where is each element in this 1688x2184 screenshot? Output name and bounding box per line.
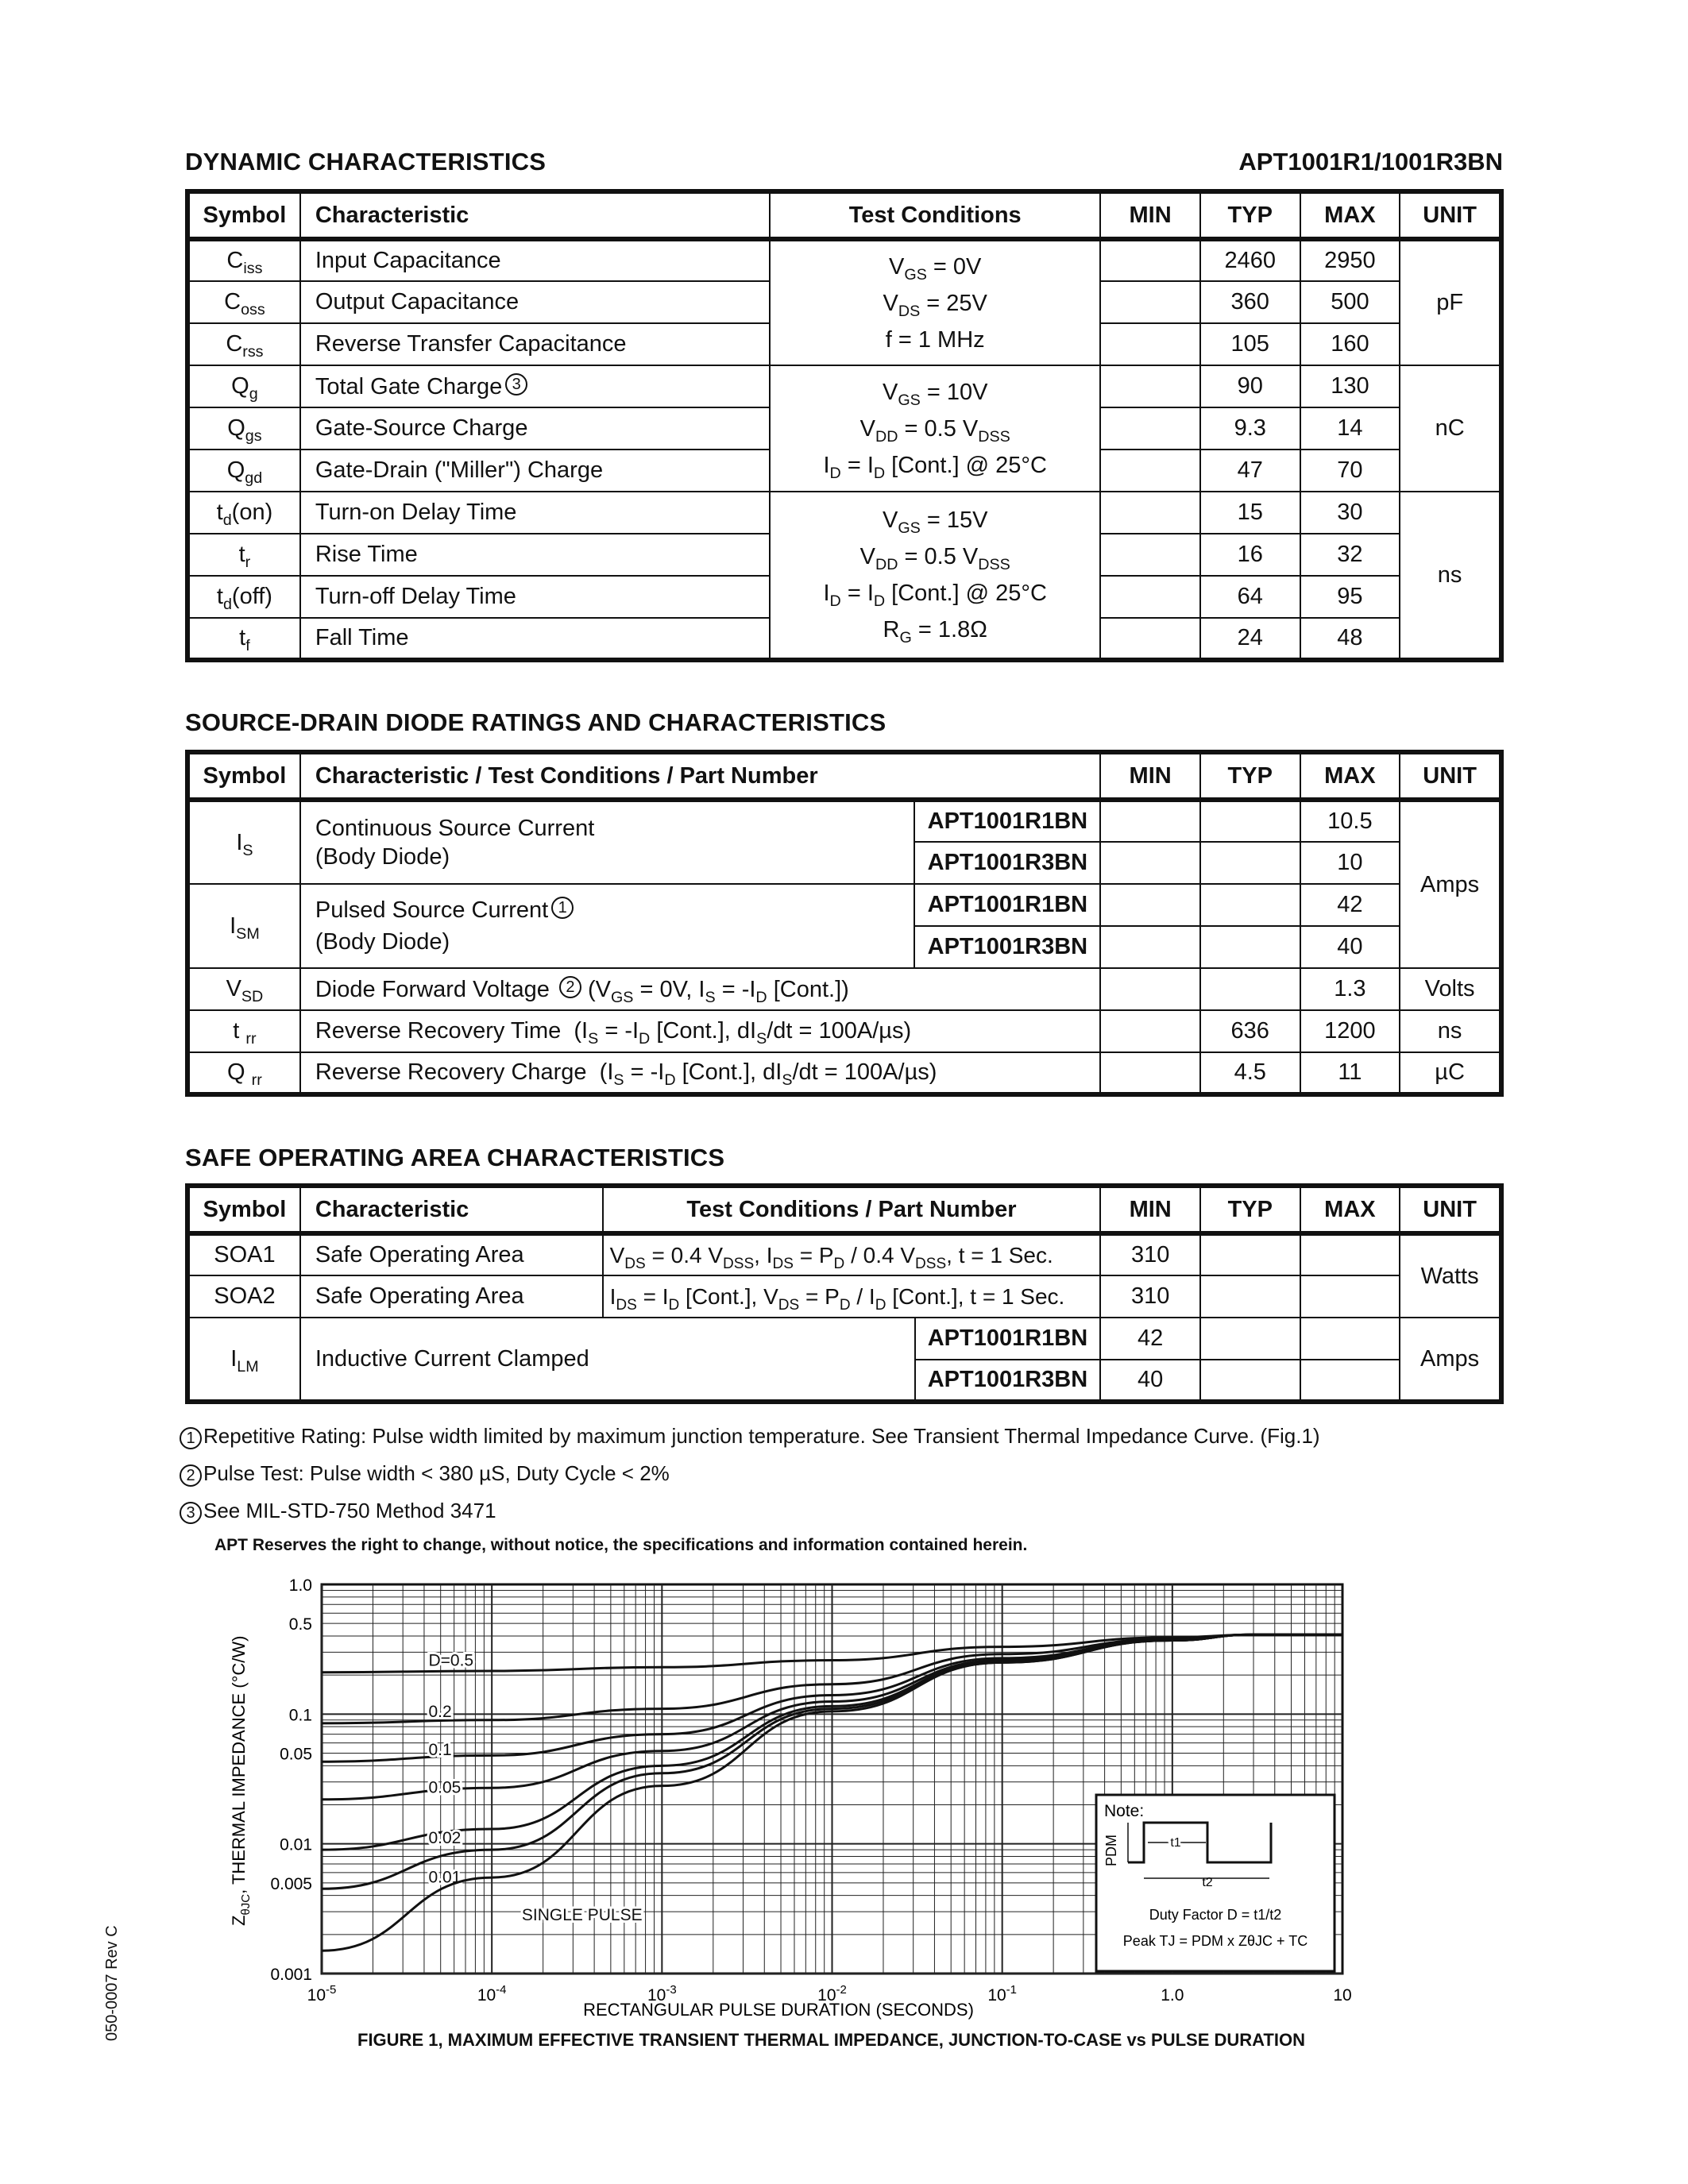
- table-row: [187, 884, 1501, 926]
- symbol-cell: $t_d(off)$: [187, 576, 300, 618]
- disclaimer: APT Reserves the right to change, without notice, the specifications and information contained herein.: [214, 1536, 1028, 1554]
- table-row: [187, 968, 1501, 1010]
- y-tick-label: 0.001: [270, 1966, 312, 1984]
- unit-cell: pF: [1400, 239, 1501, 365]
- max-cell: 10.5: [1300, 800, 1400, 842]
- typ-cell: 9.3: [1200, 407, 1300, 450]
- typ-cell: [1200, 926, 1300, 968]
- min-cell: [1100, 492, 1200, 534]
- x-tick-label: $10^{-1}$: [987, 1983, 1018, 2005]
- y-tick-labels: [270, 1576, 312, 1984]
- max-cell: 32: [1300, 534, 1400, 576]
- typ-cell: [1200, 842, 1300, 884]
- note-pdm: PDM: [1103, 1835, 1119, 1866]
- x-tick-label: $10^{-2}$: [817, 1983, 847, 2005]
- typ-cell: [1200, 1318, 1300, 1360]
- col-header: Symbol: [187, 752, 300, 800]
- table-header-row: [187, 1186, 1501, 1233]
- symbol-cell: SOA2: [187, 1275, 300, 1318]
- series-label: D=0.5: [428, 1651, 474, 1670]
- symbol-cell: $t_f$: [187, 618, 300, 660]
- typ-cell: 16: [1200, 534, 1300, 576]
- part-number-cell: APT1001R1BN: [914, 800, 1100, 842]
- series-label: 0.02: [428, 1829, 462, 1848]
- footnote-1: [180, 1424, 1320, 1449]
- characteristic-cell: Fall Time: [300, 618, 770, 660]
- table-row: [187, 365, 1501, 407]
- unit-cell: Volts: [1400, 968, 1501, 1010]
- table-row: [187, 1275, 1501, 1318]
- test-conditions-cell: $V_{DS} = 0.4$ $V_{DSS}$, $I_{DS} = P_D / 0.4$ $V_{DSS}$, t = 1 Sec.: [603, 1233, 1101, 1275]
- typ-cell: 24: [1200, 618, 1300, 660]
- max-cell: 130: [1300, 365, 1400, 407]
- note-box: [1096, 1795, 1335, 1971]
- max-cell: 95: [1300, 576, 1400, 618]
- footnote-1-number: 1: [180, 1427, 202, 1449]
- characteristic-cell: Diode Forward Voltage 2 ($V_{GS} = 0V$, $I_S = -I_D$ [Cont.]): [300, 968, 1100, 1010]
- min-cell: [1100, 1010, 1200, 1052]
- typ-cell: 636: [1200, 1010, 1300, 1052]
- min-cell: [1100, 618, 1200, 660]
- footnote-3: [180, 1499, 496, 1524]
- typ-cell: [1200, 1360, 1300, 1402]
- y-tick-label: 0.5: [288, 1615, 312, 1634]
- characteristic-cell: [300, 800, 915, 884]
- min-cell: [1100, 323, 1200, 365]
- symbol-cell: $Q_g$: [187, 365, 300, 407]
- max-cell: 500: [1300, 281, 1400, 323]
- col-header: Test Conditions: [770, 191, 1100, 239]
- part-number-header: APT1001R1/1001R3BN: [1238, 148, 1503, 176]
- max-cell: 2950: [1300, 239, 1400, 281]
- y-tick-label: 0.01: [280, 1835, 312, 1854]
- characteristic-cell: Output Capacitance: [300, 281, 770, 323]
- symbol-cell: Q $_{rr}$: [187, 1052, 300, 1094]
- y-tick-label: 0.1: [288, 1706, 312, 1725]
- table-row: [187, 239, 1501, 281]
- note-title: Note:: [1104, 1802, 1145, 1820]
- typ-cell: 360: [1200, 281, 1300, 323]
- note-peak: Peak TJ = PDM x ZθJC + TC: [1122, 1933, 1308, 1949]
- symbol-cell: $I_{SM}$: [187, 884, 300, 968]
- typ-cell: [1200, 1233, 1300, 1275]
- footnote-2: [180, 1461, 670, 1487]
- col-header: Characteristic: [300, 191, 770, 239]
- characteristic-cell: Safe Operating Area: [300, 1275, 603, 1318]
- min-cell: 40: [1100, 1360, 1200, 1402]
- min-cell: [1100, 926, 1200, 968]
- max-cell: [1300, 1318, 1400, 1360]
- characteristic-cell: Gate-Drain ("Miller") Charge: [300, 450, 770, 492]
- characteristic-line: (Body Diode): [315, 929, 450, 955]
- characteristic-cell: Turn-on Delay Time: [300, 492, 770, 534]
- series-label: 0.1: [428, 1741, 452, 1760]
- typ-cell: [1200, 884, 1300, 926]
- max-cell: 1200: [1300, 1010, 1400, 1052]
- table-row: [187, 800, 1501, 842]
- characteristic-cell: [300, 365, 770, 407]
- col-header: UNIT: [1400, 1186, 1501, 1233]
- part-number-cell: APT1001R3BN: [914, 926, 1100, 968]
- unit-cell: Amps: [1400, 800, 1501, 968]
- col-header: MAX: [1300, 1186, 1400, 1233]
- min-cell: [1100, 407, 1200, 450]
- test-conditions-cell: $V_{GS} = 0V$ $V_{DS} = 25V$ f = 1 MHz: [770, 239, 1100, 365]
- symbol-cell: $Q_{gd}$: [187, 450, 300, 492]
- soa-section-title: SAFE OPERATING AREA CHARACTERISTICS: [185, 1144, 725, 1171]
- unit-cell: ns: [1400, 492, 1501, 660]
- unit-cell: nC: [1400, 365, 1501, 492]
- min-cell: 42: [1100, 1318, 1200, 1360]
- note-duty: Duty Factor D = t1/t2: [1149, 1907, 1282, 1923]
- symbol-cell: $t_r$: [187, 534, 300, 576]
- min-cell: 310: [1100, 1275, 1200, 1318]
- col-header: MAX: [1300, 752, 1400, 800]
- typ-cell: 90: [1200, 365, 1300, 407]
- col-header: Characteristic / Test Conditions / Part Number: [300, 752, 1100, 800]
- freq-text: f = 1 MHz: [885, 326, 985, 353]
- footnote-2-marker: 2: [559, 976, 581, 998]
- col-header: Test Conditions / Part Number: [603, 1186, 1101, 1233]
- typ-cell: 64: [1200, 576, 1300, 618]
- diode-table: [185, 750, 1504, 1097]
- test-conditions-cell: $V_{GS} = 10V$ $V_{DD} = 0.5$ $V_{DSS}$ $I_D = I_D$ [Cont.] @ 25°C: [770, 365, 1100, 492]
- characteristic-line: (Body Diode): [315, 844, 450, 870]
- min-cell: [1100, 1052, 1200, 1094]
- footnote-3-marker: 3: [505, 373, 527, 396]
- symbol-cell: SOA1: [187, 1233, 300, 1275]
- series-label: 0.01: [428, 1868, 462, 1887]
- min-cell: [1100, 576, 1200, 618]
- max-cell: 70: [1300, 450, 1400, 492]
- series-label: 0.05: [428, 1778, 462, 1797]
- max-cell: 48: [1300, 618, 1400, 660]
- characteristic-cell: Safe Operating Area: [300, 1233, 603, 1275]
- max-cell: 30: [1300, 492, 1400, 534]
- min-cell: [1100, 450, 1200, 492]
- table-row: [187, 1233, 1501, 1275]
- max-cell: 14: [1300, 407, 1400, 450]
- characteristic-text: Total Gate Charge: [315, 373, 503, 399]
- col-header: Symbol: [187, 1186, 300, 1233]
- min-cell: [1100, 365, 1200, 407]
- col-header: TYP: [1200, 1186, 1300, 1233]
- max-cell: 160: [1300, 323, 1400, 365]
- max-cell: [1300, 1360, 1400, 1402]
- table-header-row: [187, 191, 1501, 239]
- y-tick-label: 0.05: [280, 1745, 312, 1764]
- symbol-cell: $Q_{gs}$: [187, 407, 300, 450]
- table-header-row: [187, 752, 1501, 800]
- x-tick-label: 1.0: [1161, 1986, 1184, 2005]
- col-header: Symbol: [187, 191, 300, 239]
- characteristic-line: Pulsed Source Current: [315, 897, 549, 923]
- typ-cell: 105: [1200, 323, 1300, 365]
- col-header: UNIT: [1400, 752, 1501, 800]
- unit-cell: Amps: [1400, 1318, 1501, 1402]
- max-cell: 40: [1300, 926, 1400, 968]
- x-tick-label: $10^{-3}$: [647, 1983, 677, 2005]
- table-row: [187, 492, 1501, 534]
- min-cell: [1100, 281, 1200, 323]
- col-header: TYP: [1200, 191, 1300, 239]
- max-cell: [1300, 1275, 1400, 1318]
- min-cell: [1100, 534, 1200, 576]
- x-axis-label: RECTANGULAR PULSE DURATION (SECONDS): [583, 2000, 974, 2020]
- max-cell: [1300, 1233, 1400, 1275]
- dynamic-table: [185, 189, 1504, 662]
- characteristic-cell: Reverse Recovery Charge ($I_S = -I_D$ [Cont.], $dI_S/dt = 100A/\mu s$): [300, 1052, 1100, 1094]
- characteristic-cell: Inductive Current Clamped: [300, 1318, 915, 1402]
- col-header: UNIT: [1400, 191, 1501, 239]
- footnote-3-number: 3: [180, 1502, 202, 1524]
- min-cell: [1100, 842, 1200, 884]
- min-cell: 310: [1100, 1233, 1200, 1275]
- unit-cell: µC: [1400, 1052, 1501, 1094]
- typ-cell: 2460: [1200, 239, 1300, 281]
- symbol-cell: $V_{SD}$: [187, 968, 300, 1010]
- part-number-cell: APT1001R3BN: [914, 842, 1100, 884]
- symbol-cell: $t_d(on)$: [187, 492, 300, 534]
- typ-cell: 4.5: [1200, 1052, 1300, 1094]
- series-label: 0.2: [428, 1702, 452, 1721]
- characteristic-cell: Rise Time: [300, 534, 770, 576]
- max-cell: 10: [1300, 842, 1400, 884]
- part-number-cell: APT1001R1BN: [915, 1318, 1101, 1360]
- characteristic-line: Continuous Source Current: [315, 816, 595, 841]
- unit-cell: Watts: [1400, 1233, 1501, 1318]
- y-tick-label: 1.0: [288, 1576, 312, 1595]
- y-tick-label: 0.005: [270, 1874, 312, 1893]
- symbol-cell: $I_S$: [187, 800, 300, 884]
- min-cell: [1100, 239, 1200, 281]
- unit-cell: ns: [1400, 1010, 1501, 1052]
- soa-table: [185, 1183, 1504, 1404]
- y-axis-label-text: THERMAL IMPEDANCE (°C/W): [229, 1635, 249, 1885]
- col-header: Characteristic: [300, 1186, 603, 1233]
- footnote-1-marker: 1: [551, 897, 574, 919]
- min-cell: [1100, 884, 1200, 926]
- footnote-text: See MIL-STD-750 Method 3471: [203, 1499, 496, 1522]
- characteristic-cell: Gate-Source Charge: [300, 407, 770, 450]
- footnote-2-number: 2: [180, 1464, 202, 1487]
- typ-cell: [1200, 1275, 1300, 1318]
- characteristic-cell: [300, 884, 915, 968]
- x-tick-label: $10^{-4}$: [477, 1983, 507, 2005]
- symbol-cell: $C_{oss}$: [187, 281, 300, 323]
- min-cell: [1100, 968, 1200, 1010]
- col-header: TYP: [1200, 752, 1300, 800]
- diode-section-title: SOURCE-DRAIN DIODE RATINGS AND CHARACTERISTICS: [185, 708, 886, 736]
- symbol-cell: $C_{rss}$: [187, 323, 300, 365]
- characteristic-cell: Input Capacitance: [300, 239, 770, 281]
- part-number-cell: APT1001R1BN: [914, 884, 1100, 926]
- document-revision: 050-0007 Rev C: [103, 1925, 121, 2041]
- footnote-text: Repetitive Rating: Pulse width limited by maximum junction temperature. See Transient Thermal Impedance Curve. (Fig.1): [203, 1424, 1320, 1448]
- test-conditions-cell: $I_{DS} = I_D$ [Cont.], $V_{DS} = P_D / I_D$ [Cont.], t = 1 Sec.: [603, 1275, 1101, 1318]
- table-row: [187, 1318, 1501, 1360]
- test-conditions-cell: $V_{GS} = 15V$ $V_{DD} = 0.5$ $V_{DSS}$ $I_D = I_D$ [Cont.] @ 25°C $R_G = 1.8\Omega$: [770, 492, 1100, 660]
- table-row: [187, 1010, 1501, 1052]
- footnote-text: Pulse Test: Pulse width < 380 µS, Duty Cycle < 2%: [203, 1461, 670, 1485]
- col-header: MIN: [1100, 191, 1200, 239]
- max-cell: 42: [1300, 884, 1400, 926]
- col-header: MIN: [1100, 1186, 1200, 1233]
- note-t1: t1: [1170, 1836, 1181, 1850]
- part-number-cell: APT1001R3BN: [915, 1360, 1101, 1402]
- max-cell: 1.3: [1300, 968, 1400, 1010]
- symbol-cell: $I_{LM}$: [187, 1318, 300, 1402]
- col-header: MAX: [1300, 191, 1400, 239]
- max-cell: 11: [1300, 1052, 1400, 1094]
- characteristic-cell: Reverse Recovery Time ($I_S = -I_D$ [Cont.], $dI_S/dt = 100A/\mu s$): [300, 1010, 1100, 1052]
- typ-cell: 15: [1200, 492, 1300, 534]
- symbol-cell: t $_{rr}$: [187, 1010, 300, 1052]
- symbol-cell: $C_{iss}$: [187, 239, 300, 281]
- min-cell: [1100, 800, 1200, 842]
- x-tick-label: 10: [1333, 1986, 1352, 2005]
- note-t2: t2: [1202, 1876, 1213, 1889]
- thermal-impedance-chart: [222, 1576, 1382, 2029]
- figure-caption: FIGURE 1, MAXIMUM EFFECTIVE TRANSIENT THERMAL IMPEDANCE, JUNCTION-TO-CASE vs PULSE DURATION: [357, 2030, 1305, 2050]
- col-header: MIN: [1100, 752, 1200, 800]
- y-axis-label: $Z_{\theta JC}$, THERMAL IMPEDANCE (°C/W): [229, 1635, 253, 1926]
- typ-cell: 47: [1200, 450, 1300, 492]
- x-tick-label: $10^{-5}$: [307, 1983, 337, 2005]
- table-row: [187, 1052, 1501, 1094]
- characteristic-cell: Turn-off Delay Time: [300, 576, 770, 618]
- dynamic-section-title: DYNAMIC CHARACTERISTICS: [185, 148, 547, 176]
- typ-cell: [1200, 968, 1300, 1010]
- characteristic-cell: Reverse Transfer Capacitance: [300, 323, 770, 365]
- series-label: SINGLE PULSE: [521, 1906, 643, 1925]
- typ-cell: [1200, 800, 1300, 842]
